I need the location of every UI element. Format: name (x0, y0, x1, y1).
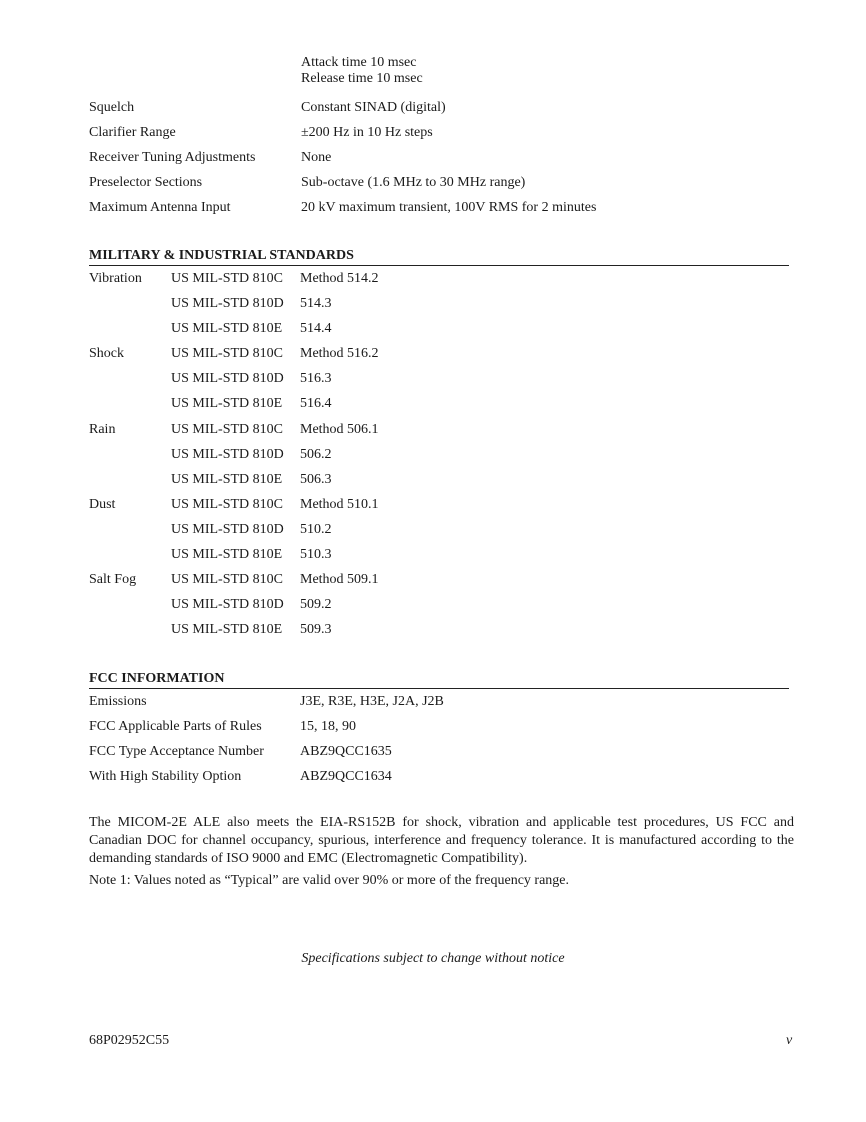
spec-label: Preselector Sections (89, 175, 203, 190)
table-row (0, 371, 866, 387)
agc-attack-time: Attack time 10 msec (301, 55, 417, 70)
method: 506.2 (300, 447, 332, 462)
fcc-label: FCC Applicable Parts of Rules (89, 719, 262, 734)
spec-value: None (301, 150, 332, 165)
table-row (0, 622, 866, 638)
spec-row-antenna-input (0, 200, 866, 216)
method: 514.3 (300, 296, 332, 311)
military-standards-heading: MILITARY & INDUSTRIAL STANDARDS (89, 248, 789, 266)
standard: US MIL-STD 810C (171, 497, 284, 512)
method: 510.2 (300, 522, 332, 537)
test-category: Rain (89, 422, 116, 437)
compliance-paragraph: The MICOM-2E ALE also meets the EIA-RS152B for shock, vibration and applicable test procedures, US FCC and Canadian DOC for channel occupancy, spurious, interference and frequency tolerance. It is manufactured according to the demanding standards of ISO 9000 and EMC (Electromagnetic Compatibility). (89, 815, 794, 866)
standard: US MIL-STD 810D (171, 296, 284, 311)
method: Method 514.2 (300, 271, 379, 286)
method: 514.4 (300, 321, 332, 336)
fcc-label: With High Stability Option (89, 769, 242, 784)
table-row (0, 396, 866, 412)
document-number: 68P02952C55 (89, 1033, 170, 1048)
standard: US MIL-STD 810C (171, 422, 284, 437)
standard: US MIL-STD 810D (171, 447, 284, 462)
method: Method 516.2 (300, 346, 379, 361)
spec-label: Clarifier Range (89, 125, 176, 140)
spec-value: Constant SINAD (digital) (301, 100, 446, 115)
spec-label: Receiver Tuning Adjustments (89, 150, 256, 165)
typical-values-note: Note 1: Values noted as “Typical” are valid over 90% or more of the frequency range. (89, 873, 570, 888)
table-row (0, 547, 866, 563)
method: Method 510.1 (300, 497, 379, 512)
standard: US MIL-STD 810C (171, 572, 284, 587)
method: 516.3 (300, 371, 332, 386)
standard: US MIL-STD 810E (171, 622, 283, 637)
standard: US MIL-STD 810C (171, 346, 284, 361)
table-row (0, 597, 866, 613)
standard: US MIL-STD 810D (171, 597, 284, 612)
standard: US MIL-STD 810D (171, 371, 284, 386)
table-row (0, 522, 866, 538)
method: 506.3 (300, 472, 332, 487)
table-row (0, 497, 866, 513)
table-row (0, 422, 866, 438)
specifications-disclaimer: Specifications subject to change without notice (301, 951, 565, 966)
standard: US MIL-STD 810E (171, 472, 283, 487)
fcc-row-rules (0, 719, 866, 735)
spec-value: ±200 Hz in 10 Hz steps (301, 125, 433, 140)
fcc-row-type-acceptance (0, 744, 866, 760)
table-row (0, 346, 866, 362)
standard: US MIL-STD 810E (171, 547, 283, 562)
test-category: Shock (89, 346, 124, 361)
test-category: Vibration (89, 271, 142, 286)
table-row (0, 296, 866, 312)
test-category: Salt Fog (89, 572, 137, 587)
method: 509.3 (300, 622, 332, 637)
method: 509.2 (300, 597, 332, 612)
test-category: Dust (89, 497, 116, 512)
spec-row-squelch (0, 100, 866, 116)
method: Method 509.1 (300, 572, 379, 587)
fcc-information-heading: FCC INFORMATION (89, 671, 789, 689)
spec-label: Squelch (89, 100, 135, 115)
spec-label: Maximum Antenna Input (89, 200, 231, 215)
fcc-label: FCC Type Acceptance Number (89, 744, 264, 759)
standard: US MIL-STD 810D (171, 522, 284, 537)
method: 510.3 (300, 547, 332, 562)
method: Method 506.1 (300, 422, 379, 437)
table-row (0, 447, 866, 463)
method: 516.4 (300, 396, 332, 411)
fcc-value: ABZ9QCC1635 (300, 744, 392, 759)
spec-value: 20 kV maximum transient, 100V RMS for 2 minutes (301, 200, 597, 215)
page-number: v (786, 1033, 793, 1048)
fcc-row-emissions (0, 694, 866, 710)
spec-row-clarifier (0, 125, 866, 141)
fcc-value: 15, 18, 90 (300, 719, 356, 734)
standard: US MIL-STD 810C (171, 271, 284, 286)
table-row (0, 271, 866, 287)
fcc-row-high-stability (0, 769, 866, 785)
table-row (0, 472, 866, 488)
table-row (0, 572, 866, 588)
fcc-value: J3E, R3E, H3E, J2A, J2B (300, 694, 444, 709)
fcc-value: ABZ9QCC1634 (300, 769, 392, 784)
standard: US MIL-STD 810E (171, 321, 283, 336)
standard: US MIL-STD 810E (171, 396, 283, 411)
agc-release-time: Release time 10 msec (301, 71, 423, 86)
spec-value: Sub-octave (1.6 MHz to 30 MHz range) (301, 175, 526, 190)
fcc-label: Emissions (89, 694, 147, 709)
spec-row-tuning (0, 150, 866, 166)
spec-row-preselector (0, 175, 866, 191)
table-row (0, 321, 866, 337)
